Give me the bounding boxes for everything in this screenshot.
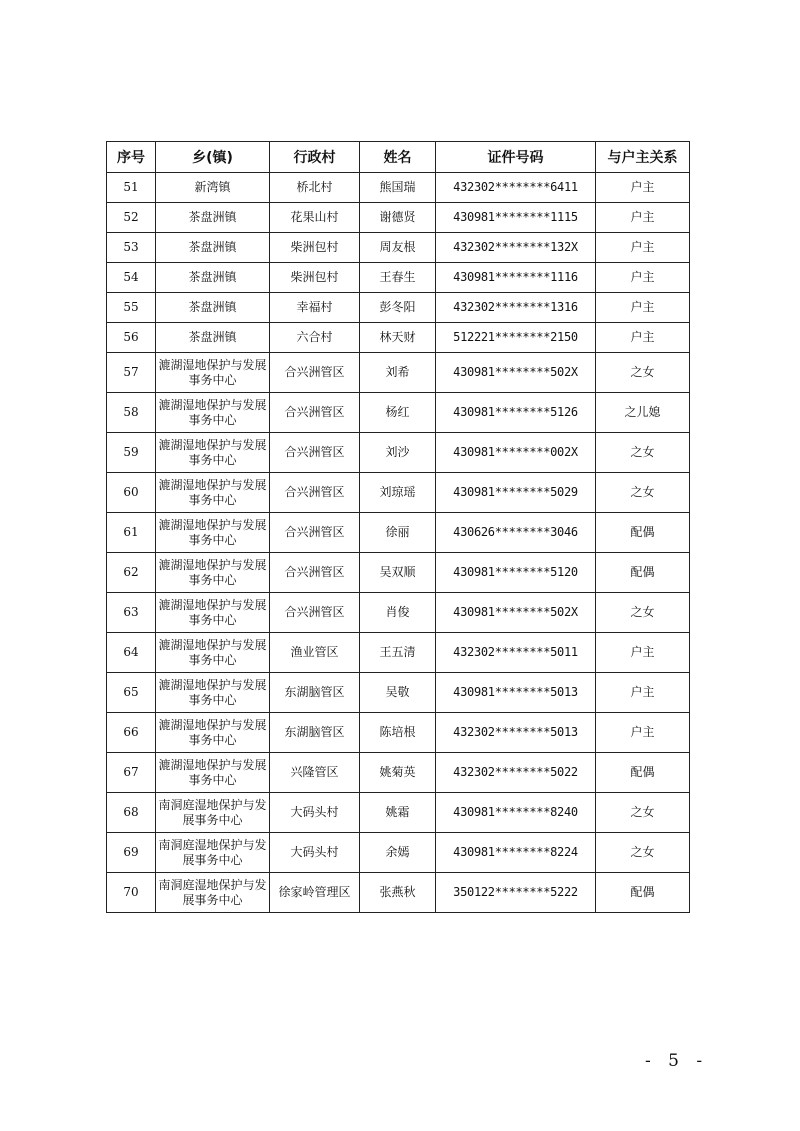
table-row [107,323,690,353]
header-row [107,142,690,173]
cell-id-number: 512221********2150 [436,323,596,353]
cell-village: 徐家岭管理区 [270,873,360,913]
cell-name: 周友根 [360,233,436,263]
cell-village: 桥北村 [270,173,360,203]
cell-id-number: 432302********5022 [436,753,596,793]
cell-id-number: 430626********3046 [436,513,596,553]
cell-township: 茶盘洲镇 [156,263,270,293]
cell-name: 余嫣 [360,833,436,873]
cell-name: 姚霜 [360,793,436,833]
cell-township: 茶盘洲镇 [156,293,270,323]
cell-name: 杨红 [360,393,436,433]
cell-township: 漉湖湿地保护与发展事务中心 [156,353,270,393]
cell-village: 柴洲包村 [270,233,360,263]
table-row [107,833,690,873]
cell-id-number: 430981********8240 [436,793,596,833]
cell-relation: 之女 [596,353,690,393]
header-name: 姓名 [360,142,436,173]
household-table [106,141,690,913]
cell-id-number: 350122********5222 [436,873,596,913]
cell-township: 南洞庭湿地保护与发展事务中心 [156,793,270,833]
cell-relation: 之女 [596,793,690,833]
cell-township: 漉湖湿地保护与发展事务中心 [156,553,270,593]
cell-township: 茶盘洲镇 [156,233,270,263]
page-number: - 5 - [645,1051,709,1071]
cell-name: 张燕秋 [360,873,436,913]
header-index: 序号 [107,142,156,173]
cell-township: 茶盘洲镇 [156,203,270,233]
cell-index: 57 [107,353,156,393]
table-row [107,393,690,433]
cell-village: 六合村 [270,323,360,353]
cell-village: 东湖脑管区 [270,713,360,753]
cell-id-number: 432302********1316 [436,293,596,323]
cell-village: 花果山村 [270,203,360,233]
cell-township: 漉湖湿地保护与发展事务中心 [156,513,270,553]
table-row [107,233,690,263]
cell-relation: 之女 [596,433,690,473]
cell-village: 合兴洲管区 [270,433,360,473]
table-row [107,753,690,793]
table-row [107,173,690,203]
cell-relation: 户主 [596,233,690,263]
cell-name: 刘希 [360,353,436,393]
cell-township: 漉湖湿地保护与发展事务中心 [156,433,270,473]
cell-id-number: 430981********1116 [436,263,596,293]
cell-relation: 户主 [596,633,690,673]
cell-index: 55 [107,293,156,323]
cell-id-number: 432302********132X [436,233,596,263]
header-township: 乡(镇) [156,142,270,173]
table-row [107,873,690,913]
cell-index: 64 [107,633,156,673]
cell-relation: 配偶 [596,513,690,553]
cell-relation: 之女 [596,473,690,513]
table-row [107,473,690,513]
cell-index: 61 [107,513,156,553]
cell-index: 70 [107,873,156,913]
header-id-number: 证件号码 [436,142,596,173]
cell-township: 南洞庭湿地保护与发展事务中心 [156,833,270,873]
table-row [107,713,690,753]
cell-name: 陈培根 [360,713,436,753]
cell-village: 合兴洲管区 [270,393,360,433]
cell-id-number: 430981********8224 [436,833,596,873]
cell-name: 彭冬阳 [360,293,436,323]
cell-name: 刘琼瑶 [360,473,436,513]
cell-name: 徐丽 [360,513,436,553]
cell-relation: 户主 [596,673,690,713]
cell-relation: 之儿媳 [596,393,690,433]
cell-village: 兴隆管区 [270,753,360,793]
table-row [107,633,690,673]
cell-relation: 配偶 [596,753,690,793]
cell-id-number: 432302********5011 [436,633,596,673]
cell-township: 漉湖湿地保护与发展事务中心 [156,753,270,793]
cell-relation: 户主 [596,263,690,293]
cell-village: 柴洲包村 [270,263,360,293]
cell-village: 渔业管区 [270,633,360,673]
cell-village: 大码头村 [270,833,360,873]
cell-id-number: 430981********502X [436,353,596,393]
cell-relation: 配偶 [596,553,690,593]
cell-village: 合兴洲管区 [270,353,360,393]
cell-id-number: 430981********1115 [436,203,596,233]
cell-name: 林天财 [360,323,436,353]
cell-index: 68 [107,793,156,833]
cell-name: 谢德贤 [360,203,436,233]
table-row [107,263,690,293]
cell-township: 新湾镇 [156,173,270,203]
cell-index: 65 [107,673,156,713]
cell-relation: 之女 [596,833,690,873]
cell-index: 58 [107,393,156,433]
cell-village: 合兴洲管区 [270,473,360,513]
cell-index: 54 [107,263,156,293]
table-row [107,353,690,393]
cell-index: 59 [107,433,156,473]
table-row [107,293,690,323]
cell-name: 王五清 [360,633,436,673]
cell-index: 52 [107,203,156,233]
cell-id-number: 432302********6411 [436,173,596,203]
cell-name: 王春生 [360,263,436,293]
cell-name: 肖俊 [360,593,436,633]
cell-index: 69 [107,833,156,873]
table-row [107,513,690,553]
cell-relation: 户主 [596,203,690,233]
cell-village: 合兴洲管区 [270,513,360,553]
cell-index: 56 [107,323,156,353]
cell-id-number: 432302********5013 [436,713,596,753]
table-row [107,433,690,473]
table-row [107,673,690,713]
cell-township: 漉湖湿地保护与发展事务中心 [156,473,270,513]
cell-index: 60 [107,473,156,513]
cell-township: 茶盘洲镇 [156,323,270,353]
cell-village: 合兴洲管区 [270,593,360,633]
cell-name: 熊国瑞 [360,173,436,203]
cell-index: 51 [107,173,156,203]
table-row [107,793,690,833]
cell-village: 东湖脑管区 [270,673,360,713]
cell-id-number: 430981********5120 [436,553,596,593]
cell-id-number: 430981********502X [436,593,596,633]
cell-name: 吴敬 [360,673,436,713]
cell-index: 67 [107,753,156,793]
cell-village: 幸福村 [270,293,360,323]
cell-index: 62 [107,553,156,593]
cell-township: 南洞庭湿地保护与发展事务中心 [156,873,270,913]
cell-id-number: 430981********5029 [436,473,596,513]
cell-village: 大码头村 [270,793,360,833]
cell-relation: 户主 [596,293,690,323]
cell-township: 漉湖湿地保护与发展事务中心 [156,593,270,633]
table-row [107,593,690,633]
cell-index: 63 [107,593,156,633]
header-relation: 与户主关系 [596,142,690,173]
cell-relation: 配偶 [596,873,690,913]
cell-village: 合兴洲管区 [270,553,360,593]
table-row [107,203,690,233]
cell-name: 吴双顺 [360,553,436,593]
cell-name: 刘沙 [360,433,436,473]
cell-index: 66 [107,713,156,753]
cell-township: 漉湖湿地保护与发展事务中心 [156,673,270,713]
cell-relation: 之女 [596,593,690,633]
cell-id-number: 430981********002X [436,433,596,473]
cell-township: 漉湖湿地保护与发展事务中心 [156,713,270,753]
cell-township: 漉湖湿地保护与发展事务中心 [156,393,270,433]
table-row [107,553,690,593]
cell-relation: 户主 [596,323,690,353]
cell-id-number: 430981********5126 [436,393,596,433]
cell-relation: 户主 [596,713,690,753]
cell-township: 漉湖湿地保护与发展事务中心 [156,633,270,673]
cell-id-number: 430981********5013 [436,673,596,713]
cell-index: 53 [107,233,156,263]
cell-name: 姚菊英 [360,753,436,793]
cell-relation: 户主 [596,173,690,203]
header-village: 行政村 [270,142,360,173]
